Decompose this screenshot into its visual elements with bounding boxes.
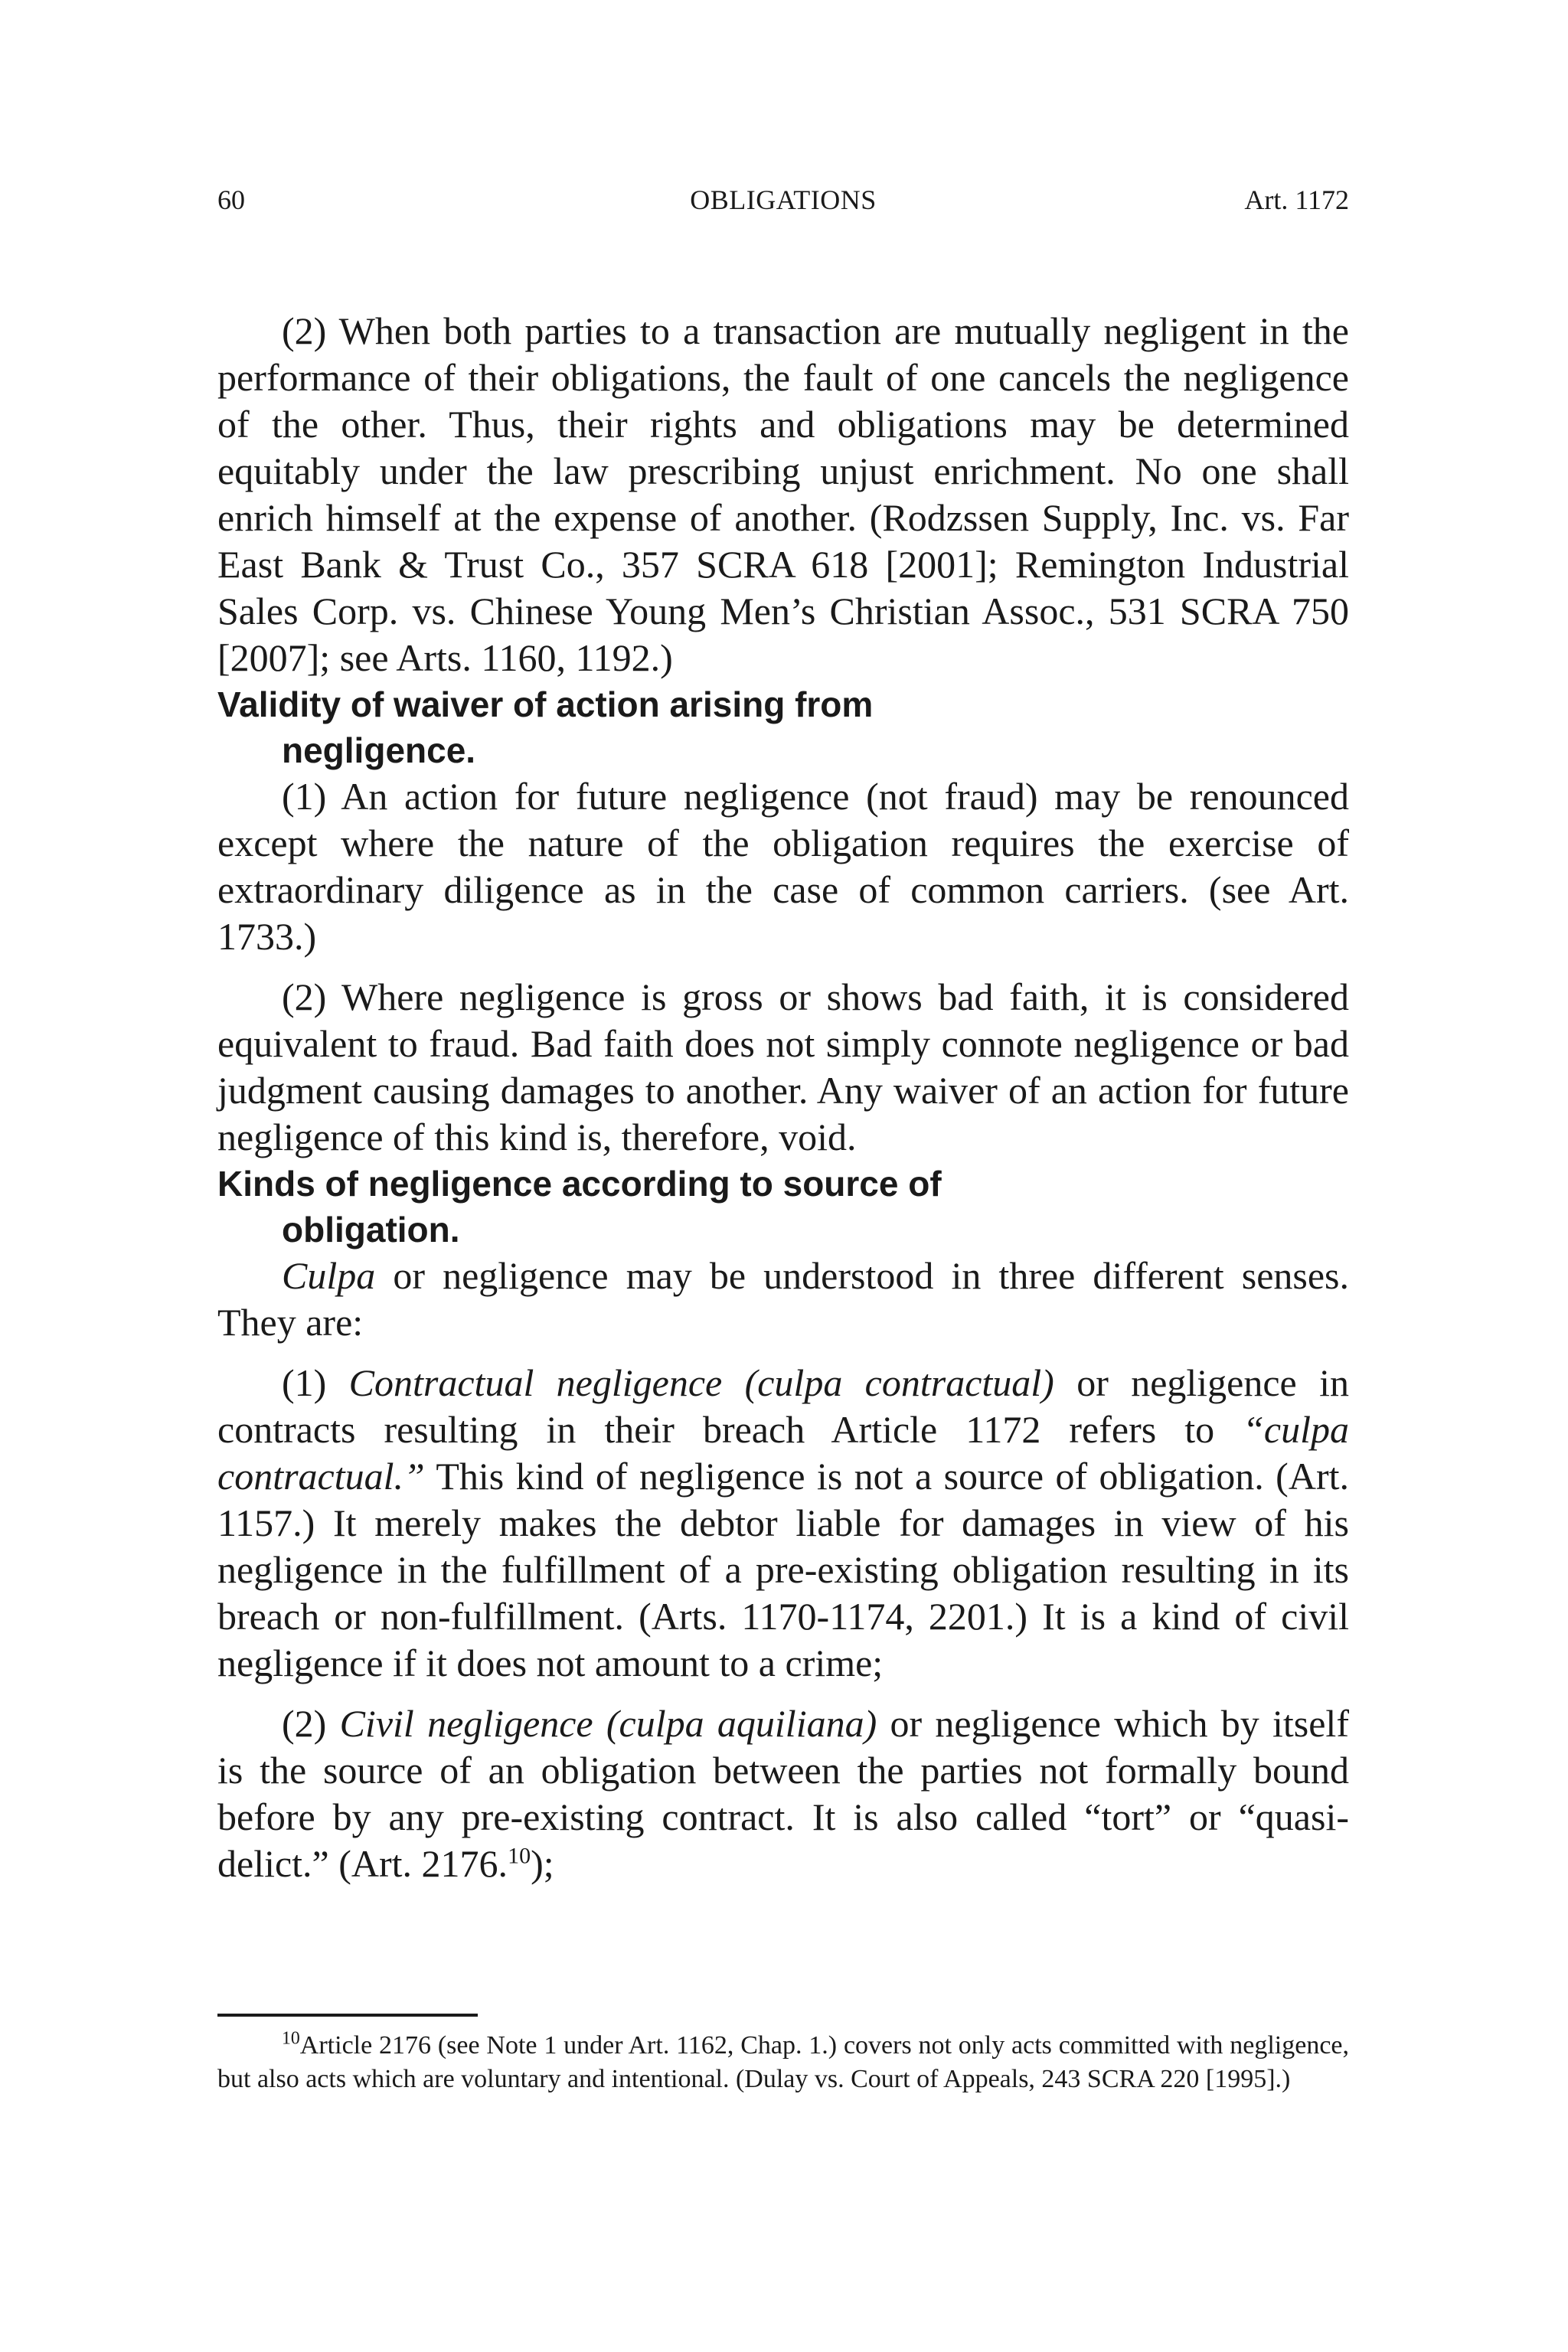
heading-validity-of-waiver: Validity of waiver of action arising from negligence. <box>217 684 874 770</box>
paragraph-culpa-senses <box>217 1253 1349 1346</box>
item-number-2: (2) <box>282 1702 340 1745</box>
civil-negligence-term: Civil negligence (culpa aquiliana) <box>339 1702 877 1745</box>
civil-negligence-end: ); <box>531 1842 554 1885</box>
footnote-text: Article 2176 (see Note 1 under Art. 1162, Chap. 1.) covers not only acts committed with negligence, but also acts which are voluntary and intentional. (Dulay vs. Court of Appeals, 243 SCRA 220 [1995].) <box>217 2031 1349 2093</box>
paragraph-gross-negligence: (2) Where negligence is gross or shows bad faith, it is considered equivalent to fraud. Bad faith does not simply connote negligence or bad judgment causing damages to another. Any waiver of an action for future negligence of this kind is, therefore, void. <box>217 975 1349 1158</box>
culpa-senses-text: or negligence may be understood in three different senses. They are: <box>217 1254 1349 1344</box>
paragraph-contractual-negligence <box>217 1360 1349 1687</box>
article-reference: Art. 1172 <box>1244 185 1349 215</box>
page-body <box>217 308 1349 1887</box>
running-head <box>217 181 1349 219</box>
contractual-negligence-text-b: This kind of negligence is not a source of obligation. (Art. 1157.) It merely makes the debtor liable for damages in view of his negligence in the fulfillment of a pre-existing obligation resulting in its breach or non-fulfillment. (Arts. 1170-1174, 2201.) It is a kind of civil negligence if it does not amount to a crime; <box>217 1455 1349 1684</box>
heading-kinds-of-negligence: Kinds of negligence according to source of obligation. <box>217 1164 942 1250</box>
footnote-marker: 10 <box>282 2028 300 2049</box>
paragraph-mutual-negligence: (2) When both parties to a transaction are mutually negligent in the performance of their obligations, the fault of one cancels the negligence of the other. Thus, their rights and obligations may be determined equitably under the law prescribing unjust enrichment. No one shall enrich himself at the expense of another. (Rodzssen Supply, Inc. vs. Far East Bank & Trust Co., 357 SCRA 618 [2001]; Remington Industrial Sales Corp. vs. Chinese Young Men’s Christian Assoc., 531 SCRA 750 [2007]; see Arts. 1160, 1192.) <box>217 309 1349 679</box>
contractual-negligence-term: Contractual negligence (culpa contractual) <box>348 1361 1054 1404</box>
paragraph-civil-negligence <box>217 1700 1349 1887</box>
civil-negligence-text: or negligence which by itself is the source of an obligation between the parties not formally bound before by any pre-existing contract. It is also called “tort” or “quasi-delict.” (Art. 2176. <box>217 1702 1349 1885</box>
culpa-contractual-quote: “culpa contractual.” <box>217 1408 1349 1498</box>
page-number: 60 <box>217 185 245 215</box>
paragraph-waiver-future-negligence: (1) An action for future negligence (not fraud) may be renounced except where the nature of the obligation requires the exercise of extraordinary diligence as in the case of common carriers. (see Art. 1733.) <box>217 775 1349 958</box>
footnote-reference[interactable]: 10 <box>508 1843 531 1869</box>
running-title: OBLIGATIONS <box>690 185 877 215</box>
item-number-1: (1) <box>282 1361 349 1404</box>
contractual-negligence-text-a: or negligence in contracts resulting in their breach Article 1172 refers to <box>217 1361 1349 1451</box>
culpa-term: Culpa <box>282 1254 376 1297</box>
footnote <box>217 2029 1349 2096</box>
footnote-divider <box>217 2014 478 2017</box>
